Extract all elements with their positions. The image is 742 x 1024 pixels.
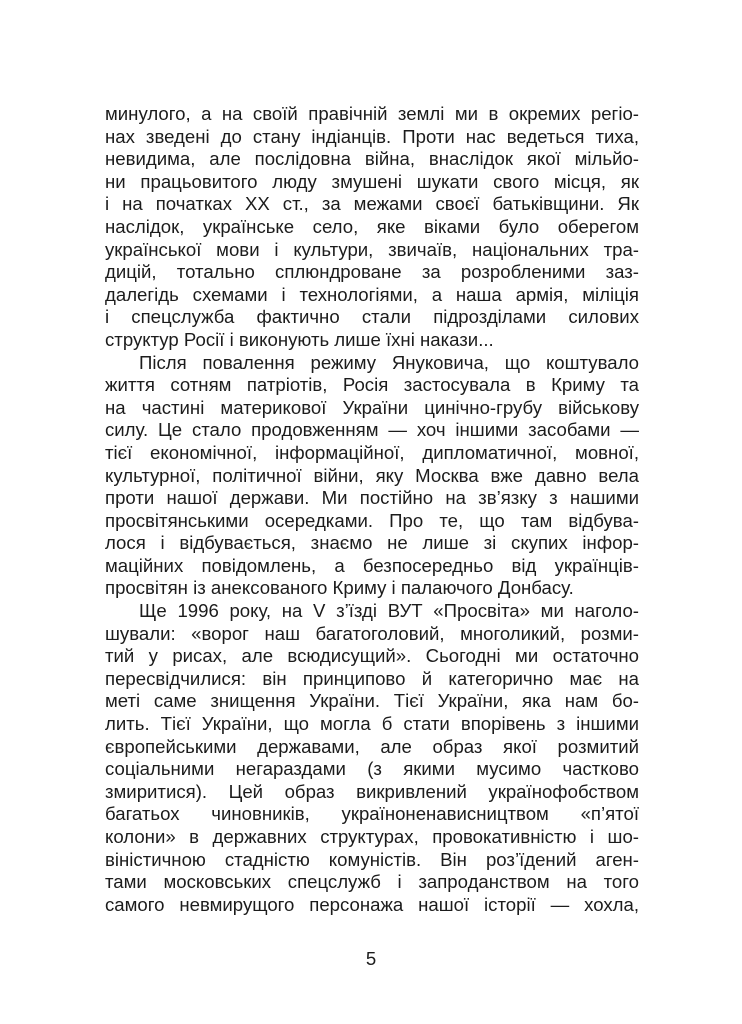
text-line: європейськими державами, але образ якої розмитий xyxy=(105,735,639,757)
text-line: ни працьовитого люду змушені шукати свого місця, як xyxy=(105,170,639,192)
paragraph-first-line: Ще 1996 року, на V з’їзді ВУТ «Просвіта» ми наголо- xyxy=(139,600,639,622)
text-line: силу. Це стало продовженням — хоч іншими засобами — xyxy=(105,419,639,441)
text-line: соціальними негараздами (з якими мусимо частково xyxy=(105,758,639,780)
text-line: віністичною стадністю комуністів. Він роз’їдений аген- xyxy=(105,848,639,870)
text-line: тами московських спецслужб і запроданством на того xyxy=(105,871,639,893)
text-line: просвітянськими осередками. Про те, що там відбува- xyxy=(105,509,639,531)
text-line: тий у рисах, але всюдисущий». Сьогодні ми остаточно xyxy=(105,645,639,667)
text-line: багатьох чиновників, українoненависництвом «п’ятої xyxy=(105,803,639,825)
text-line: минулого, а на своїй правічній землі ми в окремих регіо- xyxy=(105,103,639,124)
paragraph-first-line: Після повалення режиму Януковича, що коштувало xyxy=(139,351,639,373)
text-line: на частині материкової України цинічно-грубу військову xyxy=(105,396,639,418)
text-line: лить. Тієї України, що могла б стати впорівень з іншими xyxy=(105,713,639,735)
text-line: меті саме знищення України. Тієї України, яка нам бо- xyxy=(105,690,639,712)
text-line: тієї економічної, інформаційної, дипломатичної, мовної, xyxy=(105,441,639,463)
text-line: наслідок, українське село, яке віками було оберегом xyxy=(105,215,639,237)
text-line: просвітян із анексованого Криму і палаючого Донбасу. xyxy=(105,577,574,599)
text-line: далегідь схемами і технологіями, а наша армія, міліція xyxy=(105,283,639,305)
text-line: і на початках XX ст., за межами своєї батьківщини. Як xyxy=(105,193,639,215)
text-line: лося і відбувається, знаємо не лише зі скупих інфор- xyxy=(105,532,639,554)
text-line: самого невмирущого персонажа нашої історії — хохла, xyxy=(105,893,639,915)
text-line: змиритися). Цей образ викривлений українофобством xyxy=(105,780,639,802)
page-number: 5 xyxy=(365,948,377,969)
text-line: культурної, політичної війни, яку Москва вже давно вела xyxy=(105,464,639,486)
body-text xyxy=(105,103,639,916)
text-line: структур Росії і виконують лише їхні накази... xyxy=(105,328,494,350)
text-line: і спецслужба фактично стали підрозділами силових xyxy=(105,306,639,328)
text-line: маційних повідомлень, а безпосередньо від українців- xyxy=(105,554,639,576)
text-line: нах зведені до стану індіанців. Проти нас ведеться тиха, xyxy=(105,125,639,147)
text-line: колони» в державних структурах, провокативністю і шо- xyxy=(105,826,639,847)
text-line: шували: «ворог наш багатоголовий, многоликий, розми- xyxy=(105,622,639,644)
text-line: пересвідчилися: він принципово й категорично має на xyxy=(105,667,639,689)
text-line: невидима, але послідовна війна, внаслідок якої мільйо- xyxy=(105,148,639,170)
text-line: проти нашої держави. Ми постійно на зв’язку з нашими xyxy=(105,487,639,509)
text-line: української мови і культури, звичаїв, національних тра- xyxy=(105,238,639,260)
text-line: дицій, тотально сплюндроване за розробленими заз- xyxy=(105,261,639,283)
text-line: життя сотням патріотів, Росія застосувала в Криму та xyxy=(105,374,639,396)
